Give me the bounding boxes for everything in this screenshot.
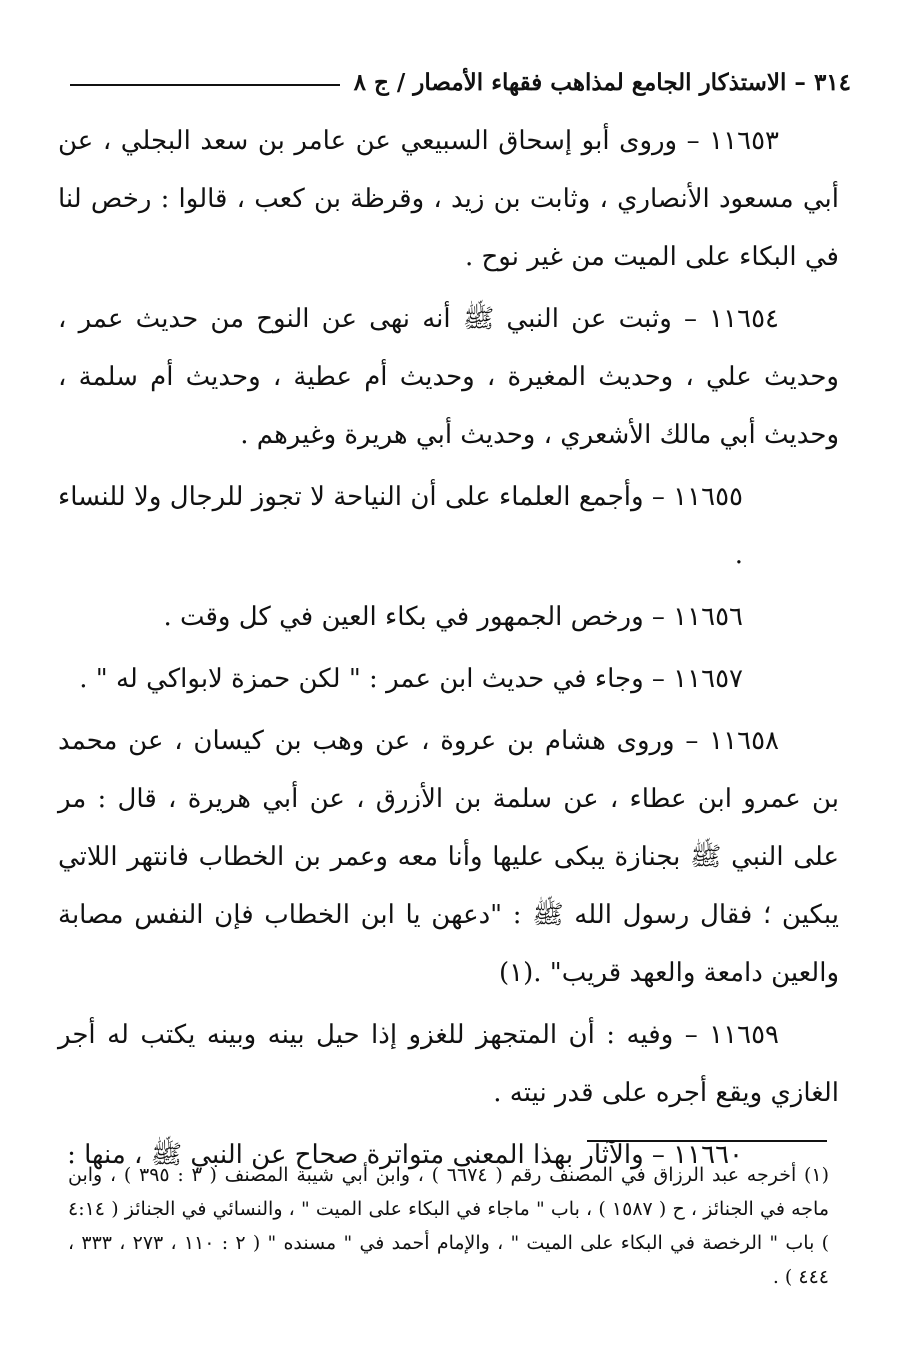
paragraph-11658: ١١٦٥٨ – وروى هشام بن عروة ، عن وهب بن كيسان ، عن محمد بن عمرو ابن عطاء ، عن سلمة بن الأزرق ، عن أبي هريرة ، قال : مر على النبي ﷺ بجنازة يبكى عليها وأنا معه وعمر بن الخطاب فانتهر اللاتي يبكين ؛ فقال رسول الله ﷺ : "دعهن يا ابن الخطاب فإن النفس مصابة والعين دامعة والعهد قريب" .(١) [58, 726, 839, 988]
footnotes [68, 1158, 829, 1294]
main-text [58, 112, 839, 1188]
paragraph-11655: ١١٦٥٥ – وأجمع العلماء على أن النياحة لا تجوز للرجال ولا للنساء . [58, 482, 743, 570]
footnote-separator [587, 1140, 827, 1142]
header-rule [70, 84, 340, 86]
running-head-title: ٣١٤ – الاستذكار الجامع لمذاهب فقهاء الأمصار / ج ٨ [353, 68, 851, 96]
running-header [70, 64, 851, 100]
paragraph-11654: ١١٦٥٤ – وثبت عن النبي ﷺ أنه نهى عن النوح من حديث عمر ، وحديث علي ، وحديث المغيرة ، وحديث أم عطية ، وحديث أم سلمة ، وحديث أبي مالك الأشعري ، وحديث أبي هريرة وغيرهم . [58, 304, 839, 450]
paragraph-11657: ١١٦٥٧ – وجاء في حديث ابن عمر : " لكن حمزة لابواكي له " . [79, 664, 743, 694]
paragraph-11659: ١١٦٥٩ – وفيه : أن المتجهز للغزو إذا حيل بينه وبينه يكتب له أجر الغازي ويقع أجره على قدر نيته . [58, 1020, 839, 1108]
footnote-1: (١) أخرجه عبد الرزاق في المصنف رقم ( ٦٦٧٤ ) ، وابن أبي شيبة المصنف ( ٣ : ٣٩٥ ) ، وابن ماجه في الجنائز ، ح ( ١٥٨٧ ) ، باب " ماجاء في البكاء على الميت " ، والنسائي في الجنائز ( ٤:١٤ ) باب " الرخصة في البكاء على الميت " ، والإمام أحمد في " مسنده " ( ٢ : ١١٠ ، ٢٧٣ ، ٣٣٣ ، ٤٤٤ ) . [68, 1164, 830, 1288]
paragraph-11656: ١١٦٥٦ – ورخص الجمهور في بكاء العين في كل وقت . [163, 602, 743, 632]
paragraph-11653: ١١٦٥٣ – وروى أبو إسحاق السبيعي عن عامر بن سعد البجلي ، عن أبي مسعود الأنصاري ، وثابت بن زيد ، وقرظة بن كعب ، قالوا : رخص لنا في البكاء على الميت من غير نوح . [58, 126, 839, 272]
paragraph-11660: ١١٦٦٠ – والآثار بهذا المعنى متواترة صحاح عن النبي ﷺ ، منها : [67, 1140, 743, 1170]
